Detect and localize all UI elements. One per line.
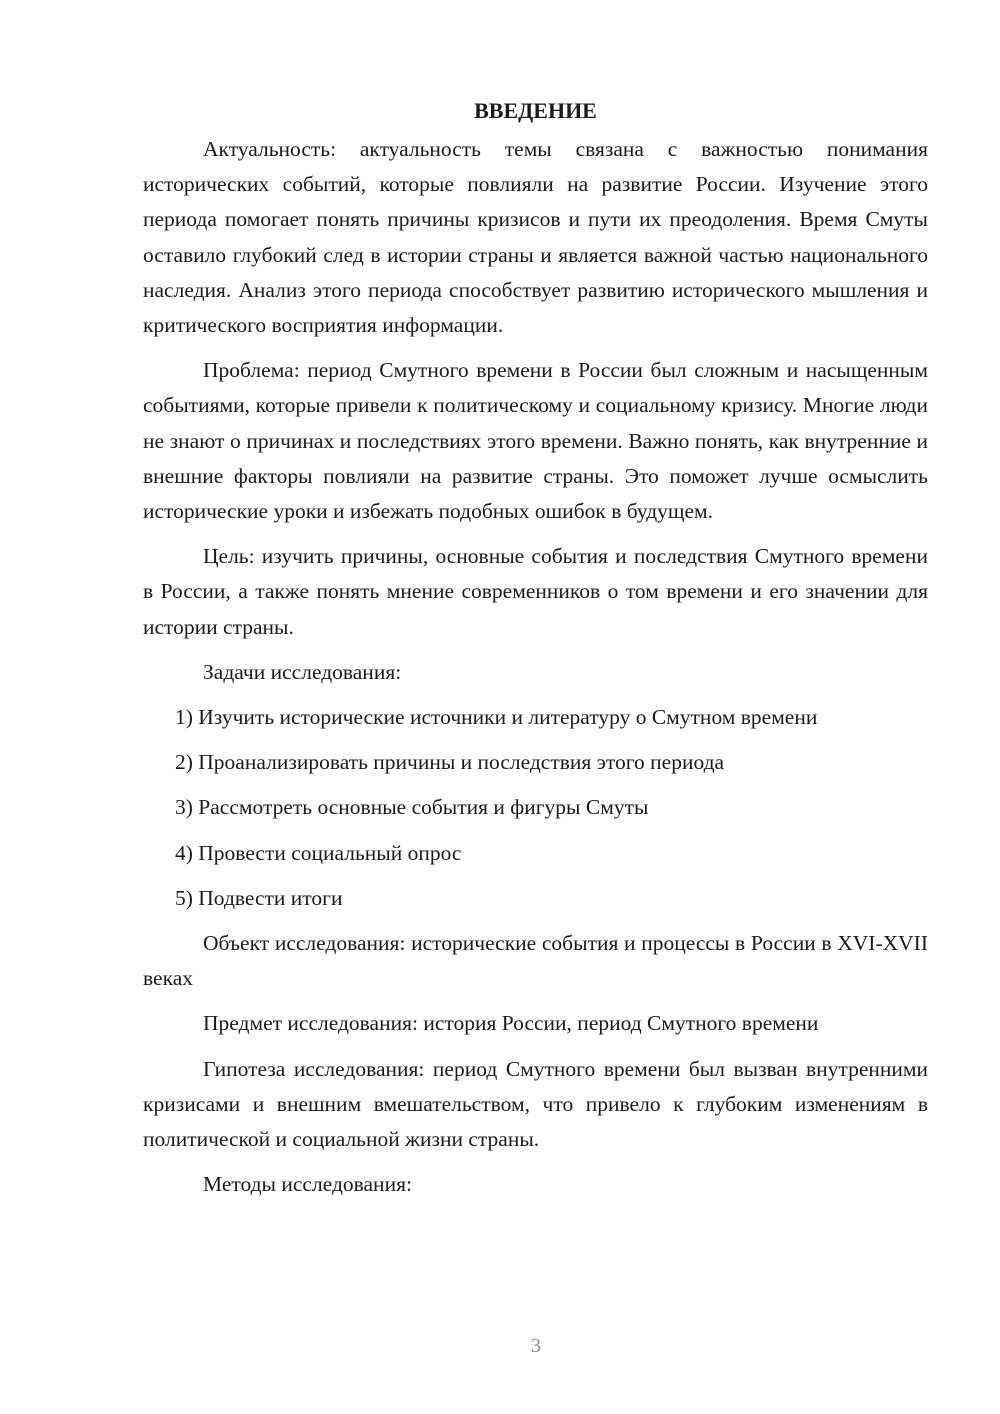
methods-heading: Методы исследования: xyxy=(203,1172,412,1197)
list-item: 1) Изучить исторические источники и литературу о Смутном времени xyxy=(175,705,818,730)
list-item: 3) Рассмотреть основные события и фигуры Смуты xyxy=(175,795,649,820)
list-item: 2) Проанализировать причины и последствия этого периода xyxy=(175,750,725,775)
relevance-paragraph: Актуальность: актуальность темы связана с важностью понимания исторических событий, которые повлияли на развитие России. Изучение этого периода помогает понять причины кризисов и пути их преодоления. Время Смуты оставило глубокий след в истории страны и является важной частью национального наследия. Анализ этого периода способствует развитию исторического мышления и критического восприятия информации. xyxy=(143,137,928,338)
page-content xyxy=(143,96,928,1212)
page-title: ВВЕДЕНИЕ xyxy=(474,98,597,123)
subject-paragraph: Предмет исследования: история России, период Смутного времени xyxy=(203,1011,819,1036)
goal-paragraph: Цель: изучить причины, основные события и последствия Смутного времени в России, а также понять мнение современников о том времени и его значении для истории страны. xyxy=(143,544,928,639)
page-number: 3 xyxy=(531,1335,541,1357)
tasks-list xyxy=(143,700,928,916)
object-paragraph: Объект исследования: исторические события и процессы в России в XVI-XVII веках xyxy=(143,931,928,991)
problem-paragraph: Проблема: период Смутного времени в России был сложным и насыщенным событиями, которые привели к политическому и социальному кризису. Многие люди не знают о причинах и последствиях этого времени. Важно понять, как внутренние и внешние факторы повлияли на развитие страны. Это поможет лучше осмыслить исторические уроки и избежать подобных ошибок в будущем. xyxy=(143,358,928,524)
hypothesis-paragraph: Гипотеза исследования: период Смутного времени был вызван внутренними кризисами и внешним вмешательством, что привело к глубоким изменениям в политической и социальной жизни страны. xyxy=(143,1056,928,1152)
tasks-heading: Задачи исследования: xyxy=(203,659,402,684)
list-item: 4) Провести социальный опрос xyxy=(175,840,462,865)
list-item: 5) Подвести итоги xyxy=(175,885,343,910)
